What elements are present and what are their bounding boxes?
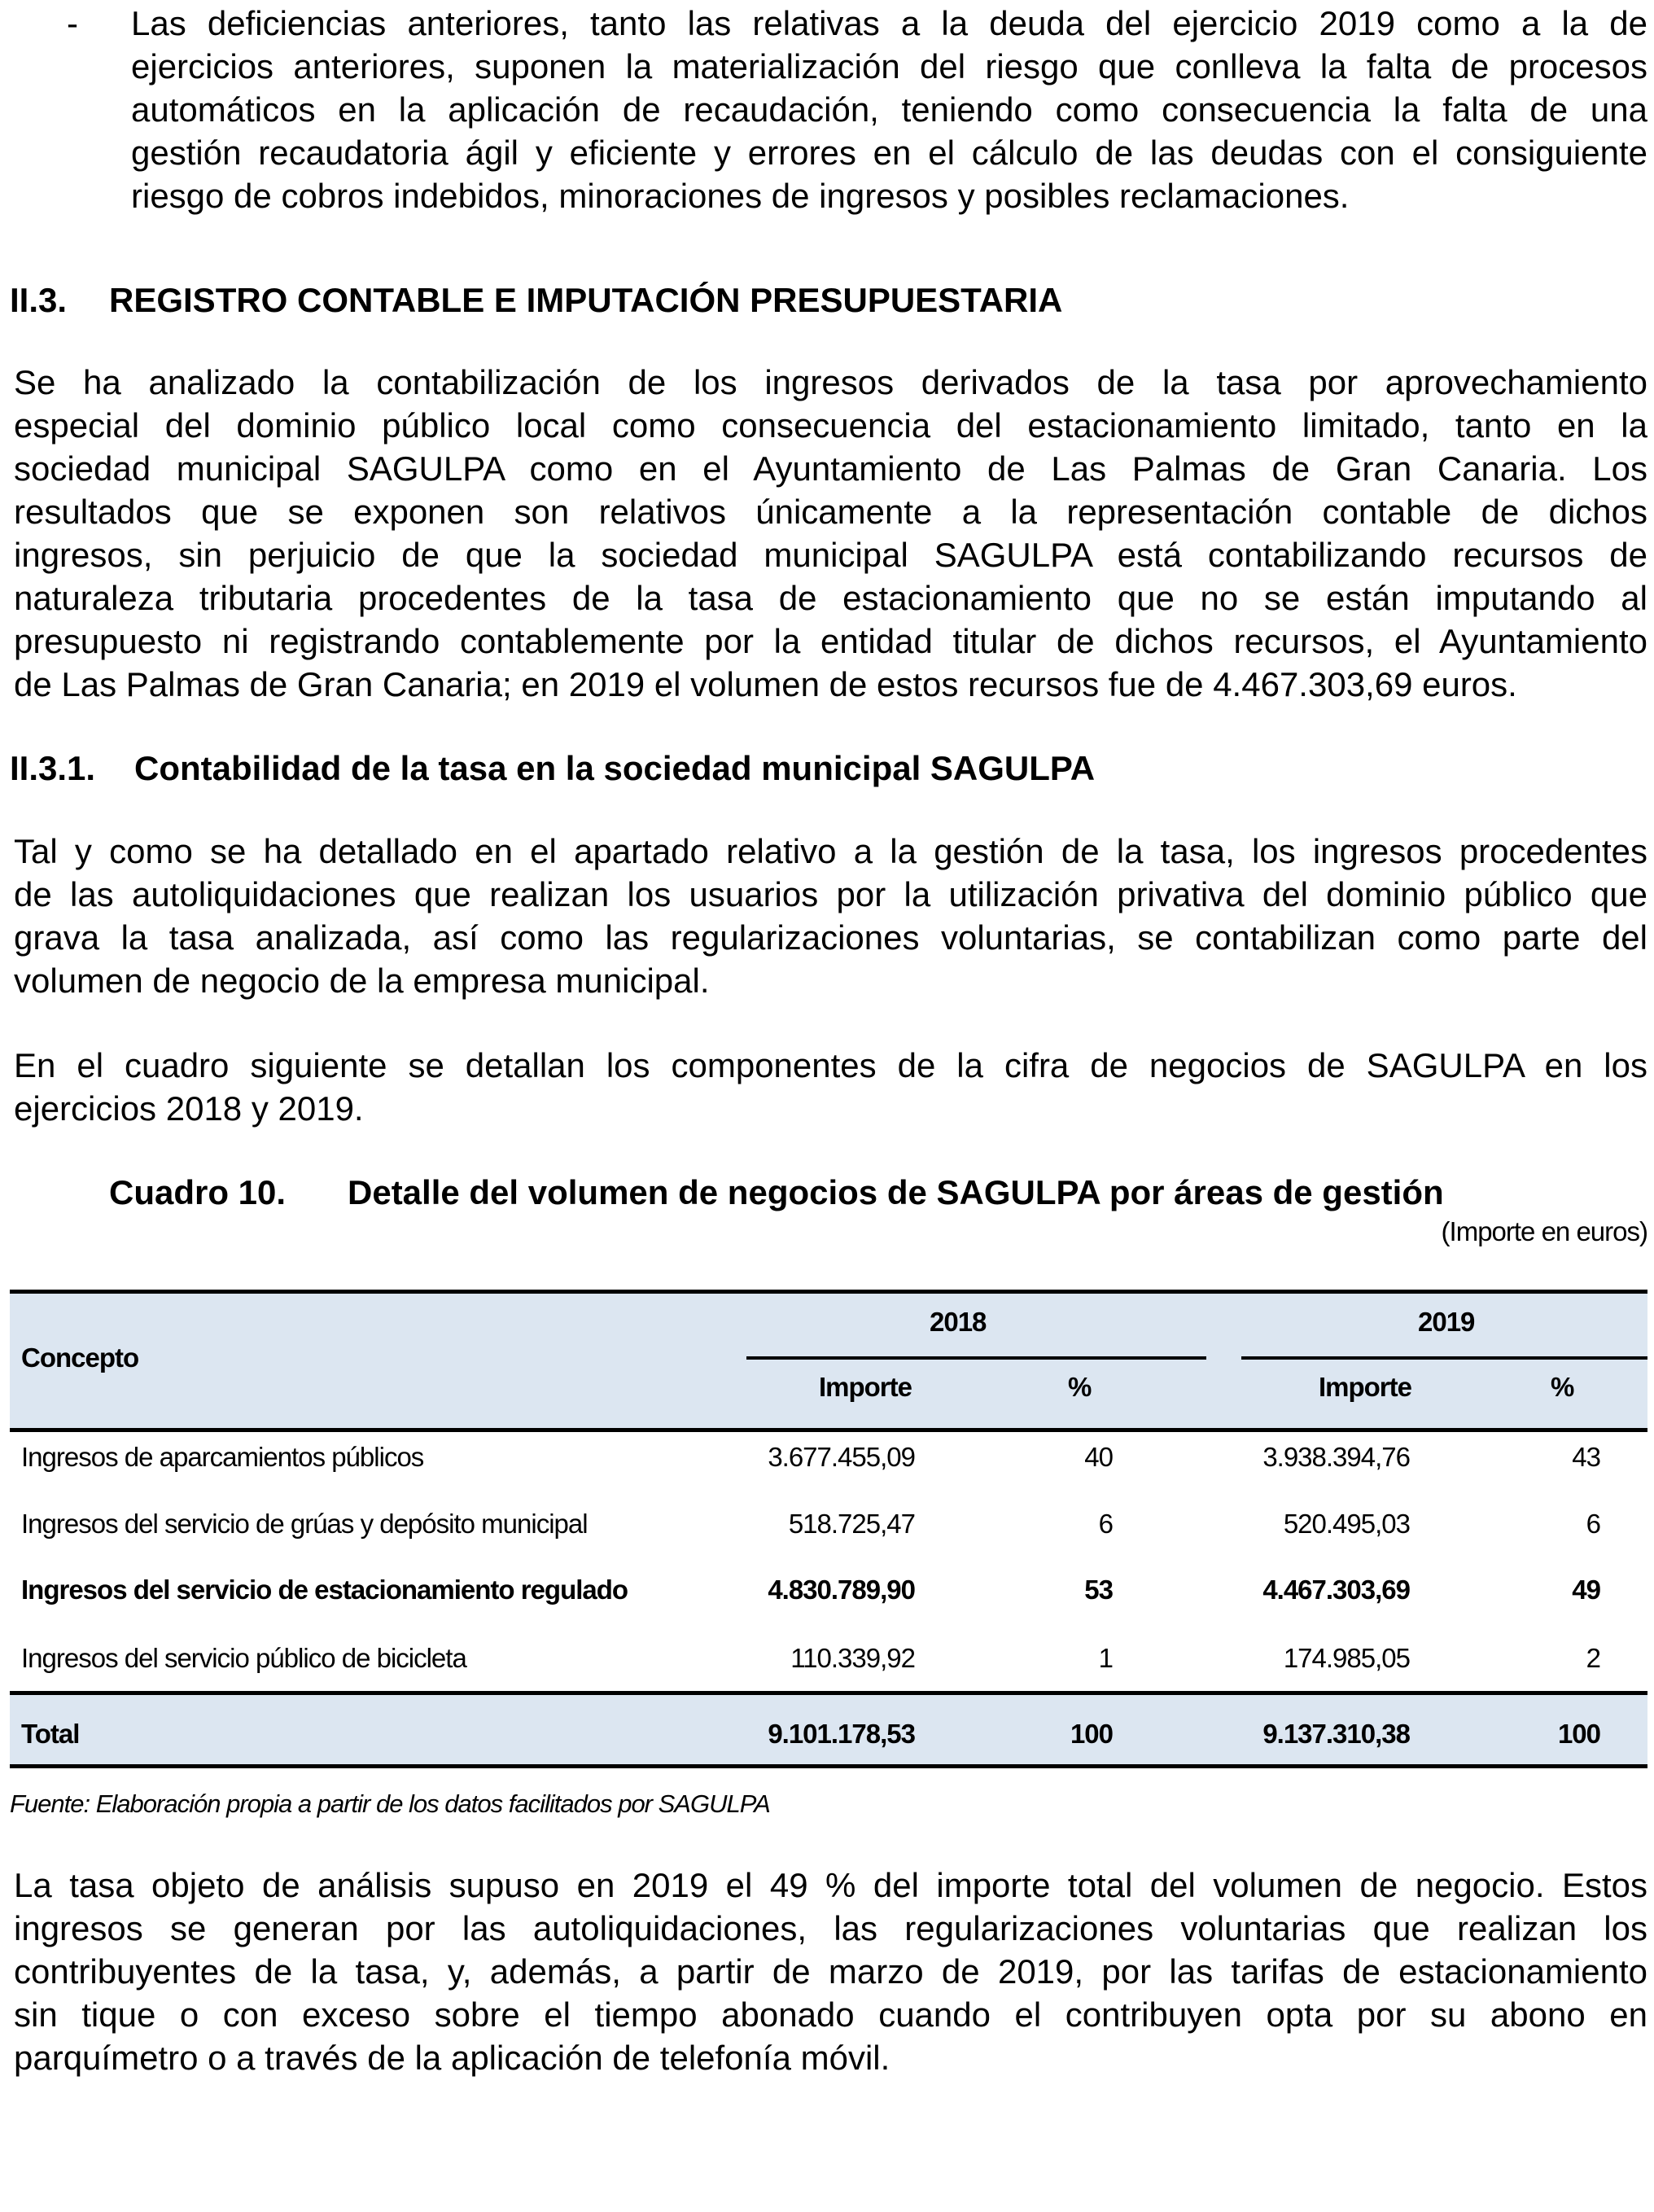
subsection-title: Contabilidad de la tasa en la sociedad municipal SAGULPA: [134, 749, 1096, 787]
text-line: ejercicios anteriores, suponen la materialización del riesgo que conlleva la falta de procesos: [131, 47, 1647, 85]
importe-2019: 520.495,03: [1283, 1509, 1410, 1539]
divider: [10, 1290, 1647, 1294]
table-caption-number: Cuadro 10.: [109, 1173, 287, 1211]
row-concept: Ingresos del servicio de estacionamiento regulado: [21, 1575, 628, 1605]
bullet-dash: -: [67, 4, 78, 42]
pct-2019: 2: [1586, 1643, 1600, 1673]
text-line: naturaleza tributaria procedentes de la tasa de estacionamiento que no se están imputando al: [14, 579, 1647, 617]
paragraph: [14, 361, 1647, 706]
text-line: de Las Palmas de Gran Canaria; en 2019 el volumen de estos recursos fue de 4.467.303,69 euros.: [14, 665, 1517, 703]
text-line: de las autoliquidaciones que realizan los usuarios por la utilización privativa del dominio público que: [14, 875, 1647, 913]
row-concept: Ingresos del servicio público de bicicleta: [21, 1643, 466, 1673]
header-pct-2018: %: [1068, 1372, 1092, 1402]
text-line: Las deficiencias anteriores, tanto las relativas a la deuda del ejercicio 2019 como a la de: [131, 4, 1647, 42]
header-importe-2019: Importe: [1318, 1372, 1411, 1402]
source-text: : Elaboración propia a partir de los datos facilitados por SAGULPA: [83, 1789, 770, 1818]
total-pct-2019: 100: [1557, 1719, 1600, 1749]
header-year-2019: 2019: [1418, 1307, 1475, 1337]
divider: [10, 1764, 1647, 1768]
header-pct-2019: %: [1551, 1372, 1574, 1402]
divider: [1241, 1356, 1647, 1360]
text-line: ingresos, sin perjuicio de que la sociedad municipal SAGULPA está contabilizando recursos de: [14, 536, 1647, 574]
text-line: grava la tasa analizada, así como las regularizaciones voluntarias, se contabilizan como parte del: [14, 918, 1647, 957]
table-unit: (Importe en euros): [1441, 1216, 1647, 1246]
text-line: sociedad municipal SAGULPA como en el Ayuntamiento de Las Palmas de Gran Canaria. Los: [14, 449, 1647, 488]
total-concept: Total: [21, 1719, 80, 1749]
text-line: Tal y como se ha detallado en el apartado relativo a la gestión de la tasa, los ingresos procedentes: [14, 832, 1647, 870]
text-line: contribuyentes de la tasa, y, además, a partir de marzo de 2019, por las tarifas de estacionamiento: [14, 1952, 1647, 1991]
total-importe-2019: 9.137.310,38: [1262, 1719, 1410, 1749]
text-line: volumen de negocio de la empresa municipal.: [14, 961, 710, 1000]
pct-2019: 43: [1572, 1442, 1600, 1472]
divider: [746, 1356, 1206, 1360]
paragraph: [14, 830, 1647, 1002]
table-header-bg: [10, 1290, 1647, 1431]
pct-2018: 1: [1098, 1643, 1113, 1673]
table-caption-title: Detalle del volumen de negocios de SAGULPA por áreas de gestión: [348, 1173, 1444, 1211]
importe-2019: 4.467.303,69: [1262, 1575, 1410, 1605]
text-line: gestión recaudatoria ágil y eficiente y errores en el cálculo de las deudas con el consiguiente: [131, 134, 1647, 172]
pct-2018: 40: [1084, 1442, 1113, 1472]
importe-2018: 3.677.455,09: [768, 1442, 915, 1472]
divider: [10, 1428, 1647, 1432]
total-pct-2018: 100: [1070, 1719, 1113, 1749]
text-line: ejercicios 2018 y 2019.: [14, 1089, 364, 1128]
header-importe-2018: Importe: [818, 1372, 912, 1402]
pct-2019: 6: [1586, 1509, 1600, 1539]
text-line: En el cuadro siguiente se detallan los componentes de la cifra de negocios de SAGULPA en los: [14, 1046, 1647, 1084]
bullet-text: [131, 2, 1647, 217]
text-line: La tasa objeto de análisis supuso en 2019 el 49 % del importe total del volumen de negocio. Estos: [14, 1866, 1647, 1904]
text-line: especial del dominio público local como consecuencia del estacionamiento limitado, tanto en la: [14, 406, 1647, 445]
subsection-number: II.3.1.: [10, 749, 96, 787]
importe-2018: 110.339,92: [790, 1643, 915, 1673]
importe-2018: 4.830.789,90: [768, 1575, 915, 1605]
importe-2018: 518.725,47: [788, 1509, 915, 1539]
text-line: resultados que se exponen son relativos únicamente a la representación contable de dichos: [14, 493, 1647, 531]
text-line: parquímetro o a través de la aplicación de telefonía móvil.: [14, 2039, 890, 2077]
paragraph: [14, 1044, 1647, 1130]
header-concept: Concepto: [21, 1343, 139, 1373]
text-line: sin tique o con exceso sobre el tiempo abonado cuando el contribuyen opta por su abono en: [14, 1995, 1647, 2034]
section-number: II.3.: [10, 281, 68, 319]
row-concept: Ingresos del servicio de grúas y depósito municipal: [21, 1509, 588, 1539]
text-line: presupuesto ni registrando contablemente por la entidad titular de dichos recursos, el Ayuntamiento: [14, 622, 1647, 660]
importe-2019: 174.985,05: [1283, 1643, 1410, 1673]
text-line: ingresos se generan por las autoliquidaciones, las regularizaciones voluntarias que realizan los: [14, 1909, 1647, 1947]
text-line: automáticos en la aplicación de recaudación, teniendo como consecuencia la falta de una: [131, 90, 1647, 129]
total-importe-2018: 9.101.178,53: [768, 1719, 915, 1749]
pct-2018: 53: [1084, 1575, 1113, 1605]
row-concept: Ingresos de aparcamientos públicos: [21, 1442, 424, 1472]
text-line: riesgo de cobros indebidos, minoraciones de ingresos y posibles reclamaciones.: [131, 177, 1350, 215]
section-title: REGISTRO CONTABLE E IMPUTACIÓN PRESUPUESTARIA: [109, 281, 1063, 319]
bullet-item: [0, 2, 1654, 221]
table-source: [10, 1789, 770, 1819]
importe-2019: 3.938.394,76: [1262, 1442, 1410, 1472]
pct-2019: 49: [1572, 1575, 1600, 1605]
pct-2018: 6: [1098, 1509, 1113, 1539]
text-line: Se ha analizado la contabilización de los ingresos derivados de la tasa por aprovechamiento: [14, 363, 1647, 401]
source-label: Fuente: [10, 1789, 84, 1818]
paragraph: [14, 1864, 1647, 2079]
header-year-2018: 2018: [930, 1307, 987, 1337]
